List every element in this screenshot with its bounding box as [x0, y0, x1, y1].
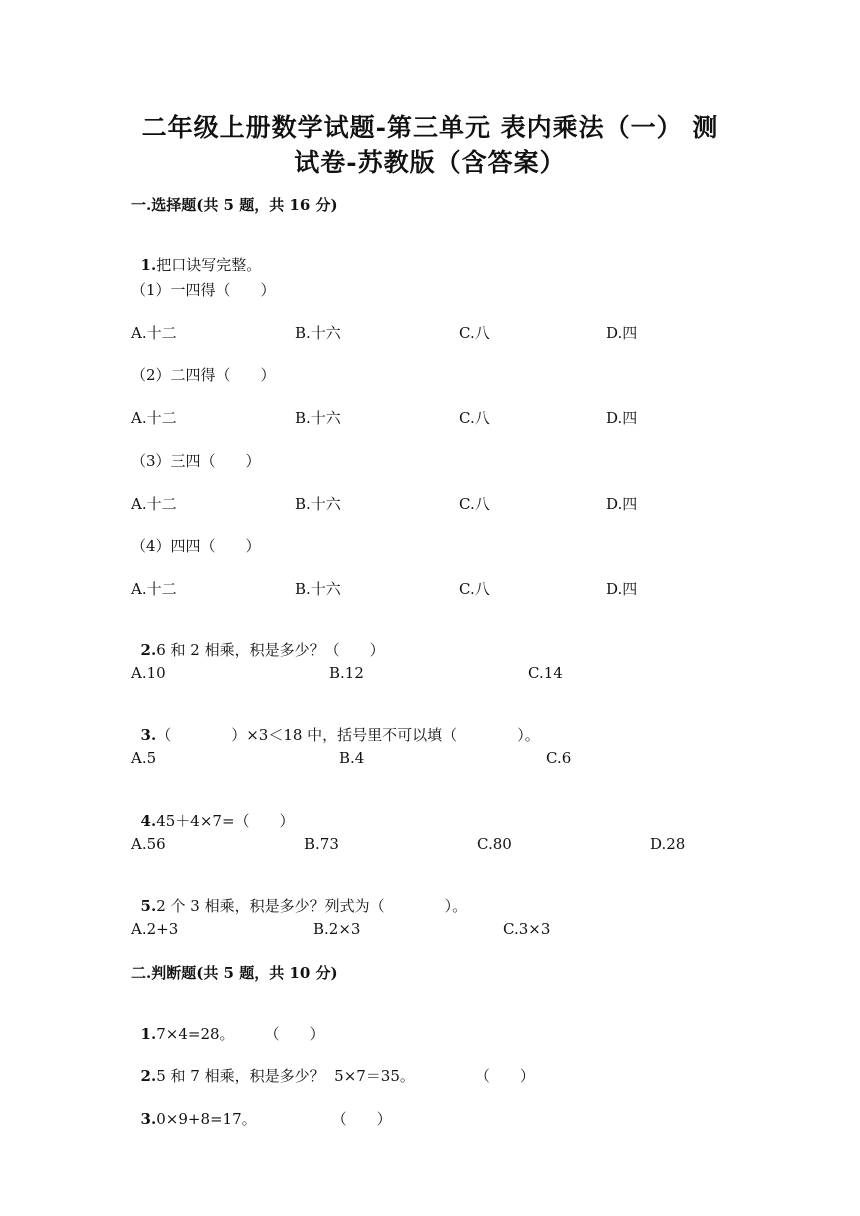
option-d[interactable]: D.四 [606, 409, 638, 427]
question-1 [131, 236, 261, 275]
question-stem: 6 和 2 相乘，积是多少？（ ） [156, 641, 385, 659]
question-stem: 0×9+8=17。 （ ） [156, 1110, 392, 1128]
option-a[interactable]: A.十二 [131, 580, 177, 598]
sub-question-2: （2）二四得（ ） [131, 366, 276, 384]
option-a[interactable]: A.十二 [131, 324, 177, 342]
question-stem: 7×4=28。 （ ） [156, 1025, 325, 1043]
option-c[interactable]: C.6 [546, 749, 572, 767]
judgment-3 [131, 1090, 392, 1129]
question-stem: 45＋4×7=（ ） [156, 812, 295, 830]
option-b[interactable]: B.十六 [295, 324, 341, 342]
judgment-2 [131, 1047, 535, 1086]
option-b[interactable]: B.4 [339, 749, 365, 767]
question-stem: 5 和 7 相乘，积是多少？ 5×7＝35。 （ ） [156, 1067, 535, 1085]
option-d[interactable]: D.28 [650, 835, 686, 853]
option-b[interactable]: B.73 [304, 835, 339, 853]
question-number: 2. [140, 641, 157, 659]
option-d[interactable]: D.四 [606, 580, 638, 598]
page-title-line-1: 二年级上册数学试题-第三单元 表内乘法（一） 测 [141, 113, 719, 142]
question-number: 4. [140, 812, 157, 830]
option-b[interactable]: B.十六 [295, 409, 341, 427]
question-stem: 2 个 3 相乘，积是多少？列式为（ ）。 [156, 897, 468, 915]
option-d[interactable]: D.四 [606, 324, 638, 342]
sub-question-1: （1）一四得（ ） [131, 281, 276, 299]
question-2 [131, 621, 385, 660]
section-heading-choice: 一.选择题(共 5 题，共 16 分) [131, 196, 338, 214]
option-c[interactable]: C.八 [459, 324, 490, 342]
option-a[interactable]: A.十二 [131, 409, 177, 427]
option-c[interactable]: C.3×3 [503, 920, 551, 938]
section-heading-judgment: 二.判断题(共 5 题，共 10 分) [131, 964, 338, 982]
question-number: 5. [140, 897, 157, 915]
question-4 [131, 792, 295, 831]
question-number: 3. [140, 726, 157, 744]
sub-question-4: （4）四四（ ） [131, 537, 261, 555]
option-d[interactable]: D.四 [606, 495, 638, 513]
option-a[interactable]: A.10 [131, 664, 166, 682]
page-title-line-2: 试卷-苏教版（含答案） [294, 148, 566, 177]
question-stem: （ ）×3＜18 中，括号里不可以填（ ）。 [156, 726, 540, 744]
option-a[interactable]: A.2+3 [131, 920, 179, 938]
option-c[interactable]: C.14 [528, 664, 563, 682]
option-c[interactable]: C.80 [477, 835, 512, 853]
question-number: 2. [140, 1067, 157, 1085]
option-b[interactable]: B.十六 [295, 580, 341, 598]
sub-question-3: （3）三四（ ） [131, 452, 261, 470]
option-b[interactable]: B.十六 [295, 495, 341, 513]
judgment-1 [131, 1005, 325, 1044]
question-number: 1. [140, 1025, 157, 1043]
option-c[interactable]: C.八 [459, 409, 490, 427]
option-b[interactable]: B.2×3 [313, 920, 361, 938]
option-a[interactable]: A.十二 [131, 495, 177, 513]
question-3 [131, 706, 540, 745]
option-b[interactable]: B.12 [329, 664, 364, 682]
question-number: 1. [140, 256, 157, 274]
question-5 [131, 877, 467, 916]
option-c[interactable]: C.八 [459, 495, 490, 513]
question-number: 3. [140, 1110, 157, 1128]
option-c[interactable]: C.八 [459, 580, 490, 598]
question-stem: 把口诀写完整。 [156, 256, 262, 274]
option-a[interactable]: A.5 [131, 749, 157, 767]
option-a[interactable]: A.56 [131, 835, 166, 853]
